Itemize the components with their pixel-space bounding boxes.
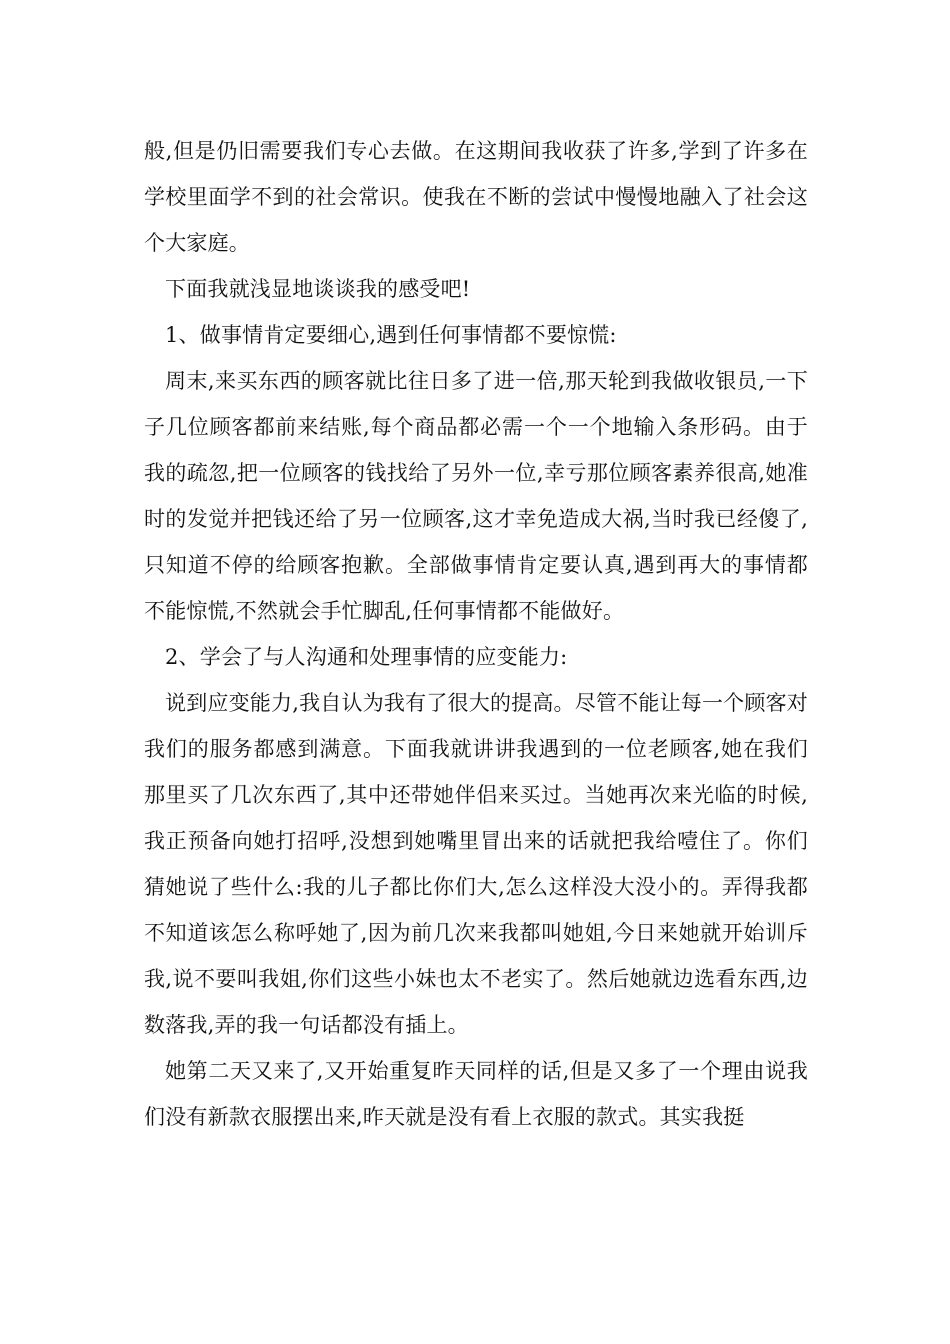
- paragraph-next-day: 她第二天又来了,又开始重复昨天同样的话,但是又多了一个理由说我们没有新款衣服摆出来,昨天就是没有看上衣服的款式。其实我挺: [144, 1059, 808, 1129]
- document-body: [144, 128, 808, 1140]
- paragraph-point-2-body: 说到应变能力,我自认为我有了很大的提高。尽管不能让每一个顾客对我们的服务都感到满意。下面我就讲讲我遇到的一位老顾客,她在我们那里买了几次东西了,其中还带她伴侣来买过。当她再次来光临的时候,我正预备向她打招呼,没想到她嘴里冒出来的话就把我给噎住了。你们猜她说了些什么:我的儿子都比你们大,怎么这样没大没小的。弄得我都不知道该怎么称呼她了,因为前几次来我都叫她姐,今日来她就开始训斥我,说不要叫我姐,你们这些小妹也太不老实了。然后她就边选看东西,边数落我,弄的我一句话都没有插上。: [144, 691, 808, 1037]
- heading-point-1: 1、做事情肯定要细心,遇到任何事情都不要惊慌:: [165, 323, 617, 347]
- heading-point-2: 2、学会了与人沟通和处理事情的应变能力:: [165, 645, 568, 669]
- paragraph-intro: 下面我就浅显地谈谈我的感受吧!: [165, 277, 471, 301]
- paragraph-point-1-body: 周末,来买东西的顾客就比往日多了进一倍,那天轮到我做收银员,一下子几位顾客都前来结账,每个商品都必需一个一个地输入条形码。由于我的疏忽,把一位顾客的钱找给了另外一位,幸亏那位顾客素养很高,她准时的发觉并把钱还给了另一位顾客,这才幸免造成大祸,当时我已经傻了,只知道不停的给顾客抱歉。全部做事情肯定要认真,遇到再大的事情都不能惊慌,不然就会手忙脚乱,任何事情都不能做好。: [144, 369, 808, 623]
- paragraph-continuation: 般,但是仍旧需要我们专心去做。在这期间我收获了许多,学到了许多在学校里面学不到的社会常识。使我在不断的尝试中慢慢地融入了社会这个大家庭。: [144, 139, 808, 255]
